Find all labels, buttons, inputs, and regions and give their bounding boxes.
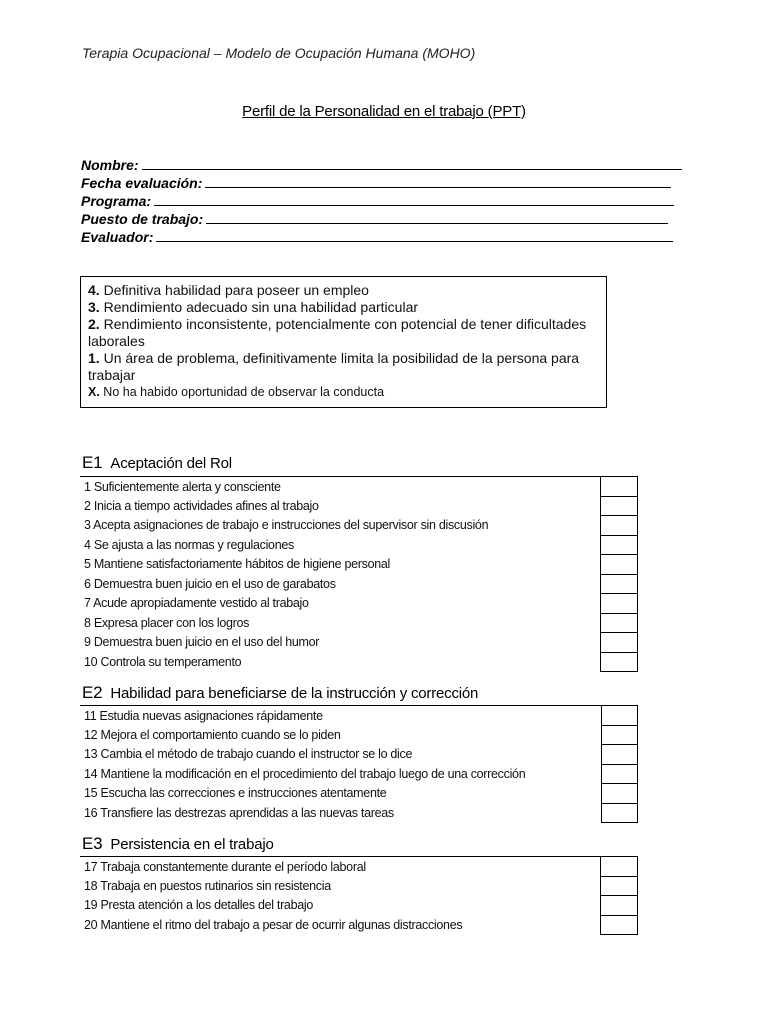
field-label: Fecha evaluación: [81, 175, 203, 191]
score-box[interactable] [601, 915, 638, 935]
table-row [80, 896, 638, 916]
score-box[interactable] [601, 516, 638, 536]
legend-text: No ha habido oportunidad de observar la conducta [103, 385, 385, 399]
score-box[interactable] [601, 594, 638, 614]
score-box[interactable] [601, 803, 637, 823]
document-title-text: Perfil de la Personalidad en el trabajo (PPT) [242, 103, 526, 120]
legend-row-3 [88, 299, 599, 316]
score-box[interactable] [601, 745, 637, 765]
table-row [80, 633, 638, 653]
section-table-e1 [80, 476, 638, 672]
score-box[interactable] [601, 857, 638, 877]
score-box[interactable] [601, 496, 638, 516]
item-text: 1 Suficientemente alerta y consciente [80, 477, 601, 497]
score-box[interactable] [601, 896, 638, 916]
legend-text: Rendimiento adecuado sin una habilidad particular [103, 299, 419, 315]
document-header: Terapia Ocupacional – Modelo de Ocupación Humana (MOHO) [82, 45, 476, 61]
legend-code: 1. [88, 350, 100, 366]
item-text: 18 Trabaja en puestos rutinarios sin resistencia [80, 876, 601, 896]
field-line[interactable] [205, 175, 671, 188]
legend-row-4 [88, 282, 599, 299]
score-box[interactable] [601, 764, 637, 784]
legend-code: 3. [88, 299, 100, 315]
table-row [80, 613, 638, 633]
item-text: 7 Acude apropiadamente vestido al trabajo [80, 594, 601, 614]
item-text: 8 Expresa placer con los logros [80, 613, 601, 633]
table-row [80, 555, 638, 575]
legend-code: 4. [88, 282, 100, 298]
item-text: 2 Inicia a tiempo actividades afines al trabajo [80, 496, 601, 516]
section-code: E2 [82, 683, 103, 702]
score-box[interactable] [601, 633, 638, 653]
table-row [80, 784, 638, 804]
table-row [80, 535, 638, 555]
table-row [80, 594, 638, 614]
legend-text: Definitiva habilidad para poseer un empleo [103, 282, 369, 298]
field-label: Puesto de trabajo: [81, 211, 204, 227]
score-box[interactable] [601, 477, 638, 497]
score-box[interactable] [601, 706, 637, 726]
section-title-text: Aceptación del Rol [110, 455, 232, 472]
item-text: 12 Mejora el comportamiento cuando se lo piden [80, 725, 601, 745]
table-row [80, 803, 638, 823]
rating-legend [80, 276, 607, 408]
item-text: 4 Se ajusta a las normas y regulaciones [80, 535, 601, 555]
item-text: 19 Presta atención a los detalles del trabajo [80, 896, 601, 916]
table-row [80, 857, 638, 877]
section-title-text: Habilidad para beneficiarse de la instrucción y corrección [110, 685, 479, 702]
table-row [80, 496, 638, 516]
legend-row-2 [88, 316, 599, 350]
item-text: 14 Mantiene la modificación en el procedimiento del trabajo luego de una corrección [80, 764, 601, 784]
field-programa[interactable] [81, 192, 682, 210]
table-row [80, 706, 638, 726]
score-box[interactable] [601, 574, 638, 594]
item-text: 16 Transfiere las destrezas aprendidas a las nuevas tareas [80, 803, 601, 823]
section-title-e2 [82, 683, 478, 703]
field-evaluador[interactable] [81, 228, 682, 246]
table-row [80, 876, 638, 896]
item-text: 10 Controla su temperamento [80, 652, 601, 672]
item-text: 9 Demuestra buen juicio en el uso del humor [80, 633, 601, 653]
item-text: 5 Mantiene satisfactoriamente hábitos de higiene personal [80, 555, 601, 575]
legend-text: Rendimiento inconsistente, potencialmente con potencial de tener dificultades laborales [88, 316, 587, 349]
item-text: 20 Mantiene el ritmo del trabajo a pesar de ocurrir algunas distracciones [80, 915, 601, 935]
legend-code: 2. [88, 316, 100, 332]
document-title [0, 103, 768, 121]
legend-row-1 [88, 350, 599, 384]
table-row [80, 725, 638, 745]
table-row [80, 574, 638, 594]
field-puesto-de-trabajo[interactable] [81, 210, 682, 228]
field-line[interactable] [156, 229, 673, 242]
score-box[interactable] [601, 652, 638, 672]
field-line[interactable] [206, 211, 668, 224]
legend-row-x [88, 384, 599, 401]
field-fecha-evaluacion[interactable] [81, 174, 682, 192]
field-label: Evaluador: [81, 229, 154, 245]
table-row [80, 915, 638, 935]
identification-fields [81, 156, 682, 246]
section-title-e1 [82, 453, 232, 473]
item-text: 6 Demuestra buen juicio en el uso de garabatos [80, 574, 601, 594]
item-text: 13 Cambia el método de trabajo cuando el instructor se lo dice [80, 745, 601, 765]
section-code: E1 [82, 453, 103, 472]
section-table-e2 [80, 705, 638, 823]
item-text: 3 Acepta asignaciones de trabajo e instrucciones del supervisor sin discusión [80, 516, 601, 536]
field-nombre[interactable] [81, 156, 682, 174]
score-box[interactable] [601, 725, 637, 745]
field-line[interactable] [154, 193, 674, 206]
score-box[interactable] [601, 555, 638, 575]
section-title-text: Persistencia en el trabajo [110, 836, 274, 853]
item-text: 17 Trabaja constantemente durante el período laboral [80, 857, 601, 877]
legend-code: X. [88, 385, 100, 399]
item-text: 11 Estudia nuevas asignaciones rápidamente [80, 706, 601, 726]
section-title-e3 [82, 834, 274, 854]
table-row [80, 745, 638, 765]
table-row [80, 652, 638, 672]
section-table-e3 [80, 856, 638, 935]
table-row [80, 764, 638, 784]
score-box[interactable] [601, 784, 637, 804]
field-line[interactable] [142, 157, 682, 170]
item-text: 15 Escucha las correcciones e instrucciones atentamente [80, 784, 601, 804]
score-box[interactable] [601, 535, 638, 555]
score-box[interactable] [601, 876, 638, 896]
table-row [80, 477, 638, 497]
field-label: Programa: [81, 193, 152, 209]
score-box[interactable] [601, 613, 638, 633]
table-row [80, 516, 638, 536]
field-label: Nombre: [81, 157, 139, 173]
section-code: E3 [82, 834, 103, 853]
legend-text: Un área de problema, definitivamente limita la posibilidad de la persona para trabajar [88, 350, 580, 383]
